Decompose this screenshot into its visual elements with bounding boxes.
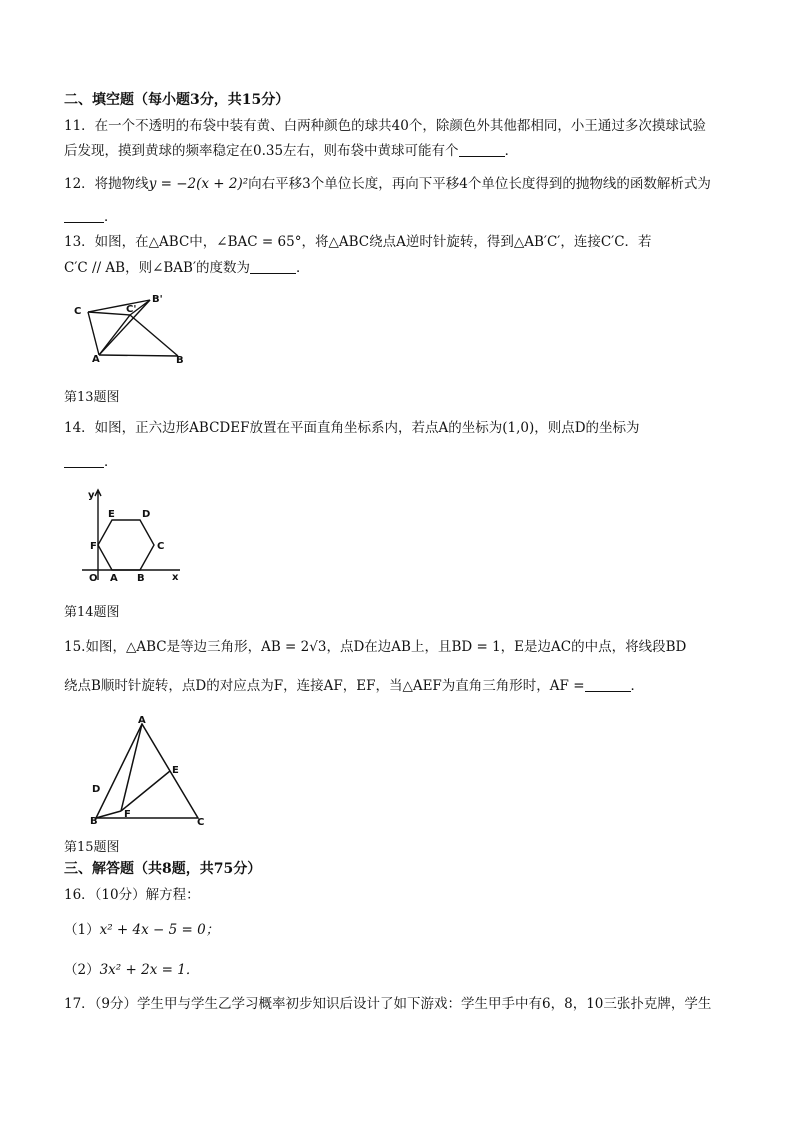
q12-line1 xyxy=(64,174,734,194)
q16-part2-equation: 3x² + 2x = 1． xyxy=(99,962,200,978)
q13-label-b: B xyxy=(176,355,184,364)
q14-label-f: F xyxy=(90,541,97,552)
q15-line1: 15.如图，△ABC是等边三角形，AB = 2√3，点D在边AB上，且BD = 1，E是边AC的中点，将线段BD xyxy=(64,639,687,655)
q15-answer-blank xyxy=(585,677,631,692)
q13-segment-ab xyxy=(99,355,178,356)
q15-segment-bf xyxy=(96,811,121,818)
q15-label-d: D xyxy=(92,784,101,795)
section-3-title: 三、解答题（共8题，共75分） xyxy=(64,861,262,877)
q16-part1-equation: x² + 4x − 5 = 0； xyxy=(99,922,220,938)
q14-label-b: B xyxy=(137,573,145,584)
q13-segment-cb xyxy=(130,315,178,356)
q12-text-after: 向右平移3个单位长度，再向下平移4个单位长度得到的抛物线的函数解析式为 xyxy=(248,176,711,192)
q13-segment-ca xyxy=(88,312,99,355)
q13-label-bp: B' xyxy=(152,294,163,305)
q15-figure xyxy=(86,714,212,826)
q14-label-c: C xyxy=(157,541,165,552)
q16-part1-num: （1） xyxy=(64,922,100,938)
q15-segment-af xyxy=(121,724,142,811)
q14-label-o: O xyxy=(89,573,98,584)
q13-label-c: C xyxy=(74,306,82,317)
q14-line1: 14．如图，正六边形ABCDEF放置在平面直角坐标系内，若点A的坐标为(1,0)，则点D的坐标为 xyxy=(64,420,640,436)
q15-label-c: C xyxy=(197,817,205,826)
q15-line2-text: 绕点B顺时针旋转，点D的对应点为F，连接AF，EF，当△AEF为直角三角形时，AF = xyxy=(64,678,585,694)
q12-line2: ． xyxy=(64,207,734,227)
q13-caption: 第13题图 xyxy=(64,390,120,405)
q15-segment-ef xyxy=(121,771,170,811)
q13-line2-text: C′C // AB，则∠BAB′的度数为 xyxy=(64,260,251,276)
q11-line2: 后发现，摸到黄球的频率稳定在0.35左右，则布袋中黄球可能有个 ． xyxy=(64,143,519,159)
q14-caption: 第14题图 xyxy=(64,605,120,620)
q11-line2-text: 后发现，摸到黄球的频率稳定在0.35左右，则布袋中黄球可能有个 xyxy=(64,143,459,159)
q12-answer-blank xyxy=(64,208,104,223)
q13-segment-cc xyxy=(88,312,130,315)
q14-label-d: D xyxy=(142,509,151,520)
q15-caption: 第15题图 xyxy=(64,840,120,855)
q17-line1: 17．（9分）学生甲与学生乙学习概率初步知识后设计了如下游戏：学生甲手中有6，8，10三张扑克牌，学生 xyxy=(64,996,712,1012)
q15-label-e: E xyxy=(172,765,179,776)
q16-part1 xyxy=(64,920,734,940)
q14-label-e: E xyxy=(108,509,115,520)
q16-part2 xyxy=(64,960,734,980)
q15-line2: 绕点B顺时针旋转，点D的对应点为F，连接AF，EF，当△AEF为直角三角形时，AF = ． xyxy=(64,678,645,694)
q14-label-a: A xyxy=(110,573,118,584)
section-2-title: 二、填空题（每小题3分，共15分） xyxy=(64,92,290,108)
q13-line1: 13．如图，在△ABC中，∠BAC = 65°，将△ABC绕点A逆时针旋转，得到△AB′C′，连接C′C．若 xyxy=(64,234,652,250)
q11-line1: 11．在一个不透明的布袋中装有黄、白两种颜色的球共40个，除颜色外其他都相同，小王通过多次摸球试验 xyxy=(64,118,706,134)
q14-answer-blank xyxy=(64,453,104,468)
q15-label-a: A xyxy=(138,715,146,726)
q16-part2-num: （2） xyxy=(64,962,100,978)
q12-text-before: 12．将抛物线 xyxy=(64,176,149,192)
q13-label-cp: C' xyxy=(126,304,137,315)
q16-stem: 16．（10分）解方程： xyxy=(64,887,200,903)
q14-label-x: x xyxy=(172,572,179,583)
q14-label-y: y xyxy=(88,490,95,501)
q14-figure xyxy=(80,484,184,584)
q12-formula: y = −2(x + 2)² xyxy=(148,176,249,192)
q14-line2: ． xyxy=(64,452,734,472)
q13-label-a: A xyxy=(92,354,100,364)
q11-answer-blank xyxy=(459,142,505,157)
q13-answer-blank xyxy=(250,259,296,274)
q15-label-f: F xyxy=(124,809,131,820)
q15-label-b: B xyxy=(90,816,98,826)
q14-hexagon xyxy=(98,520,154,570)
q15-triangle-abc xyxy=(96,724,198,818)
q13-figure xyxy=(68,292,193,364)
q13-line2: C′C // AB，则∠BAB′的度数为 ． xyxy=(64,260,310,276)
